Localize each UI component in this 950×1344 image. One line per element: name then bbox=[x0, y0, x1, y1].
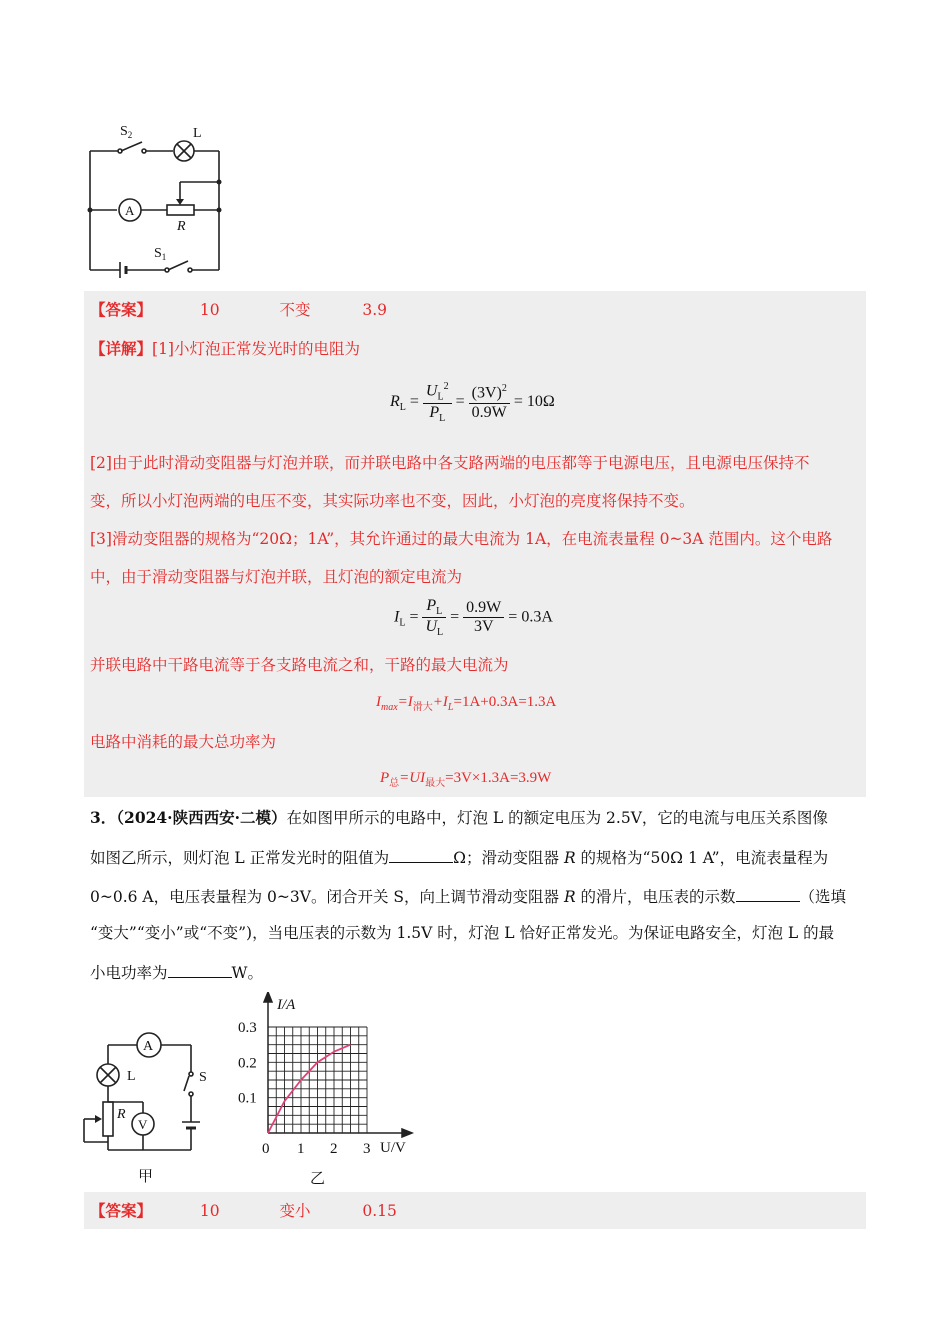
formula-max-power: $P_总=UI_{最大}=3V\times 1.3A=3.9W$ bbox=[380, 770, 552, 789]
resistor-label-jia: R bbox=[117, 1107, 126, 1122]
ammeter-label-jia: A bbox=[143, 1039, 154, 1054]
y-axis-label: I/A bbox=[277, 997, 296, 1013]
y-tick-label: 0.3 bbox=[238, 1020, 257, 1036]
answer-1: 10 bbox=[199, 301, 220, 319]
detail-step1: 【详解】[1]小灯泡正常发光时的电阻为 bbox=[90, 339, 360, 358]
detail-step2-line1: [2]由于此时滑动变阻器与灯泡并联，而并联电路中各支路两端的电压都等于电源电压，且电源电压保持不 bbox=[90, 454, 810, 472]
y-axis-arrow bbox=[264, 992, 272, 1002]
voltmeter-label-jia: V bbox=[138, 1117, 148, 1132]
answer-1: 10 bbox=[199, 1202, 220, 1220]
y-tick-label: 0.1 bbox=[238, 1090, 257, 1107]
detail-step3-line2: 中，由于滑动变阻器与灯泡并联，且灯泡的额定电流为 bbox=[90, 568, 463, 586]
x-axis-arrow bbox=[402, 1129, 412, 1137]
lamp-label-jia: L bbox=[127, 1069, 136, 1084]
detail-step3-line1: [3]滑动变阻器的规格为“20Ω；1A”，其允许通过的最大电流为 1A，在电流表量程 0~3A 范围内。这个电路 bbox=[90, 530, 833, 548]
q3-line2: 如图乙所示，则灯泡 L 正常发光时的阻值为 Ω；滑动变阻器 R 的规格为“50Ω 1 A”，电流表量程为 bbox=[90, 846, 828, 868]
ammeter-label: A bbox=[125, 203, 135, 218]
q3-line5: 小电功率为 W。 bbox=[90, 961, 263, 983]
resistor-label: R bbox=[177, 219, 186, 234]
q3-line3: 0~0.6 A，电压表量程为 0~3V。闭合开关 S，向上调节滑动变阻器 R 的滑片，电压表的示数 （选填 bbox=[90, 885, 846, 907]
answer-tag: 【答案】 bbox=[90, 1201, 153, 1220]
x-tick-label: 2 bbox=[330, 1141, 338, 1157]
circuit-diagram-1 bbox=[80, 118, 230, 280]
x-axis-label: U/V bbox=[380, 1140, 406, 1156]
answer-2: 变小 bbox=[279, 1202, 311, 1220]
answer-2: 不变 bbox=[279, 301, 311, 319]
switch-s1-label: $S_1$ bbox=[154, 246, 167, 262]
switch-label-jia: S bbox=[199, 1070, 207, 1085]
blank-2[interactable] bbox=[736, 885, 800, 902]
x-tick-label: 3 bbox=[363, 1141, 371, 1157]
blank-1[interactable] bbox=[389, 846, 453, 863]
switch-s2-label: $S_2$ bbox=[120, 124, 133, 140]
answer-3: 0.15 bbox=[362, 1202, 397, 1220]
q3-line4: “变大”“变小”或“不变”)，当电压表的示数为 1.5V 时，灯泡 L 恰好正常发光。为保证电路安全，灯泡 L 的最 bbox=[90, 924, 835, 942]
q3-line1: 3．（2024·陕西西安·二模）在如图甲所示的电路中，灯泡 L 的额定电压为 2.5V，它的电流与电压关系图像 bbox=[90, 808, 828, 827]
detail-step3-line4: 电路中消耗的最大总功率为 bbox=[90, 733, 277, 751]
x-tick-label: 1 bbox=[297, 1141, 305, 1157]
detail-tag: 【详解】 bbox=[90, 339, 153, 358]
answer-tag: 【答案】 bbox=[90, 300, 153, 319]
iu-chart bbox=[230, 992, 420, 1188]
formula-current: $I_L$ = $\frac{P_L}{U_L}$ = $\frac{0.9W}{3V}$ = 0.3A bbox=[394, 597, 553, 639]
figure-caption-yi: 乙 bbox=[310, 1171, 326, 1187]
formula-max-current: $I_{max}=I_{滑大}+I_L=1A+0.3A=1.3A$ bbox=[376, 694, 557, 713]
y-tick-label: 0.2 bbox=[238, 1055, 257, 1072]
circuit-diagram-jia bbox=[76, 1028, 226, 1188]
answer-3: 3.9 bbox=[362, 301, 388, 319]
blank-3[interactable] bbox=[168, 961, 232, 978]
detail-step3-line3: 并联电路中干路电流等于各支路电流之和，干路的最大电流为 bbox=[90, 656, 509, 674]
answer-row-q2 bbox=[90, 300, 387, 320]
figure-caption-jia: 甲 bbox=[138, 1169, 154, 1185]
lamp-label: L bbox=[193, 126, 202, 141]
detail-step2-line2: 变，所以小灯泡两端的电压不变，其实际功率也不变，因此，小灯泡的亮度将保持不变。 bbox=[90, 492, 695, 510]
answer-row-q3 bbox=[90, 1201, 397, 1221]
formula-resistance: $R_L$ = $\frac{U_L^2}{P_L}$ = $\frac{(3V)^2}{0.9W}$ = 10Ω bbox=[390, 381, 555, 424]
x-tick-label: 0 bbox=[262, 1141, 270, 1157]
